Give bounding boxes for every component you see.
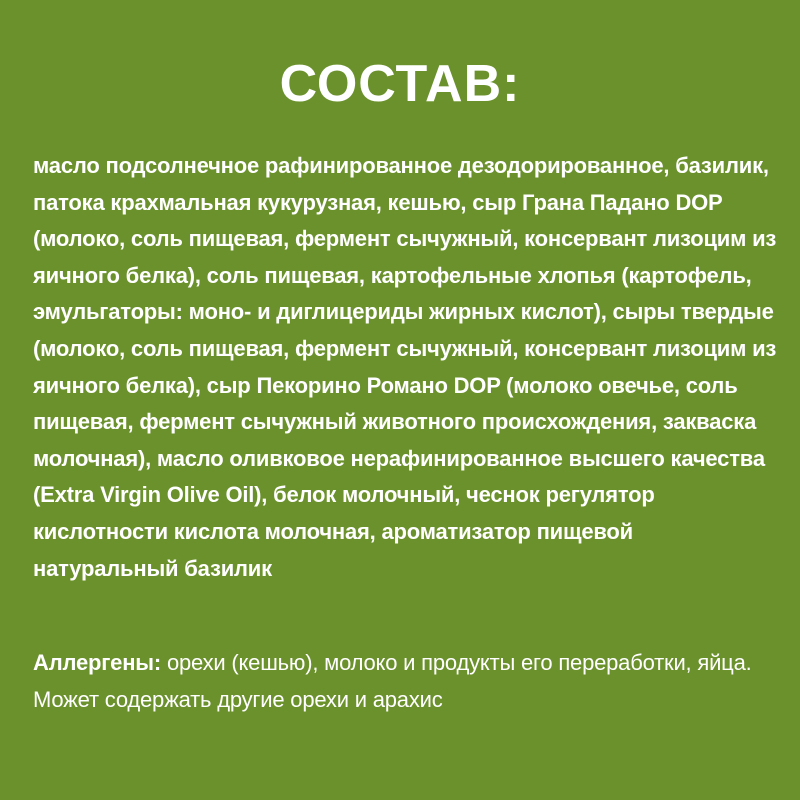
allergens-text: орехи (кешью), молоко и продукты его переработки, яйца. Может содержать другие орехи и арахис — [33, 650, 752, 712]
allergens-label: Аллергены: — [33, 650, 162, 675]
composition-title: СОСТАВ: — [279, 55, 521, 113]
ingredients-text: масло подсолнечное рафинированное дезодорированное, базилик, патока крахмальная кукурузная, кешью, сыр Грана Падано DOP (молоко, соль пищевая, фермент сычужный, консервант лизоцим из яичного белка), соль пищевая, картофельные хлопья (картофель, эмульгаторы: моно- и диглицериды жирных кислот), сыры твердые (молоко, соль пищевая, фермент сычужный, консервант лизоцим из яичного белка), сыр Пекорино Романо DOP (молоко овечье, соль пищевая, фермент сычужный животного происхождения, закваска молочная), масло оливковое нерафинированное высшего качества (Extra Virgin Olive Oil), белок молочный, чеснок регулятор кислотности кислота молочная, ароматизатор пищевой натуральный базилик — [33, 153, 777, 581]
allergens-block — [33, 645, 778, 718]
